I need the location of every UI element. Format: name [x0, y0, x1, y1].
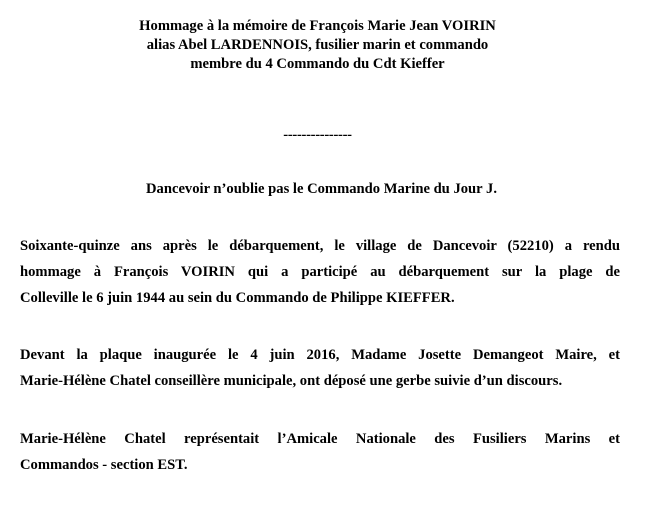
paragraph-1-line-2: hommage à François VOIRIN qui a participé au débarquement sur la plage de	[20, 264, 620, 280]
separator-line: ---------------	[283, 127, 352, 143]
paragraph-3	[20, 426, 620, 478]
document-subtitle: Dancevoir n’oublie pas le Commando Marine du Jour J.	[146, 181, 497, 197]
title-line-2: alias Abel LARDENNOIS, fusilier marin et commando	[146, 37, 489, 53]
paragraph-1-line-1: Soixante-quinze ans après le débarquement, le village de Dancevoir (52210) a rendu	[20, 238, 620, 254]
paragraph-1	[20, 233, 620, 311]
paragraph-2-line-1: Devant la plaque inaugurée le 4 juin 2016, Madame Josette Demangeot Maire, et	[20, 347, 620, 363]
title-line-3: membre du 4 Commando du Cdt Kieffer	[190, 56, 445, 72]
document-title	[0, 17, 635, 74]
title-line-1: Hommage à la mémoire de François Marie Jean VOIRIN	[139, 18, 496, 34]
paragraph-3-line-2: Commandos - section EST.	[20, 457, 188, 473]
paragraph-3-line-1: Marie-Hélène Chatel représentait l’Amicale Nationale des Fusiliers Marins et	[20, 431, 620, 447]
paragraph-2	[20, 342, 620, 394]
paragraph-1-line-3: Colleville le 6 juin 1944 au sein du Commando de Philippe KIEFFER.	[20, 290, 455, 306]
paragraph-2-line-2: Marie-Hélène Chatel conseillère municipale, ont déposé une gerbe suivie d’un discours.	[20, 373, 563, 389]
